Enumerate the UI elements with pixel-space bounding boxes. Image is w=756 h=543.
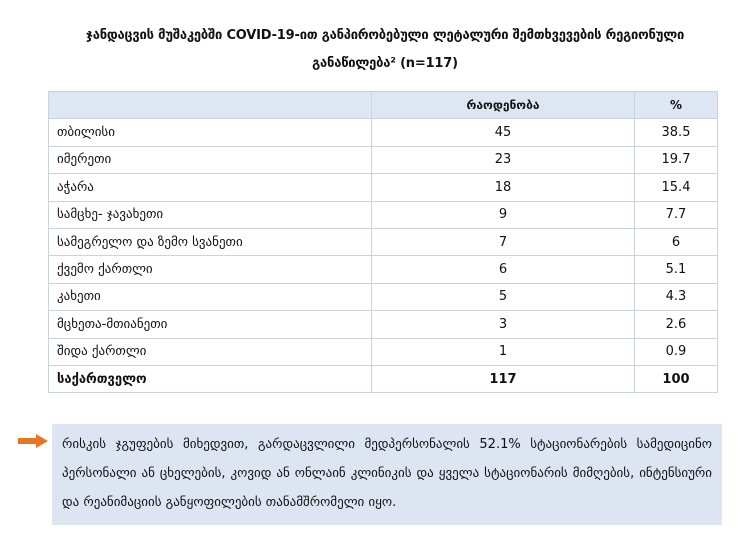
table-row [49,119,718,146]
table-row [49,174,718,201]
title-line-1: ჯანდაცვის მუშაკებში COVID-19-ით განპირობებული ლეტალური შემთხვევების რეგიონული [85,28,685,43]
table-row [49,283,718,310]
region-cell: იმერეთი [49,146,372,173]
risk-group-note: რისკის ჯგუფების მიხედვით, გარდაცვლილი მედპერსონალის 52.1% სტაციონარების სამედიცინო პერსონალი ან ცხელების, კოვიდ ან ონლაინ კლინიკის და ყველა სტაციონარის მიმღების, ინტენსიური და რეანიმაციის განყოფილების თანამშრომელი იყო. [52,424,722,525]
percent-cell: 15.4 [635,174,718,201]
document-title [50,22,720,78]
region-cell: კახეთი [49,283,372,310]
region-cell: თბილისი [49,119,372,146]
table-row [49,311,718,338]
header-region [49,92,372,119]
table-row [49,256,718,283]
percent-cell: 19.7 [635,146,718,173]
count-cell: 6 [372,256,635,283]
region-cell: შიდა ქართლი [49,338,372,365]
percent-cell: 7.7 [635,201,718,228]
header-percent: % [635,92,718,119]
region-cell: ქვემო ქართლი [49,256,372,283]
percent-cell: 6 [635,228,718,255]
total-region-cell: საქართველო [49,365,372,392]
total-percent-cell: 100 [635,365,718,392]
region-cell: სამეგრელო და ზემო სვანეთი [49,228,372,255]
count-cell: 1 [372,338,635,365]
table-row [49,146,718,173]
percent-cell: 5.1 [635,256,718,283]
count-cell: 9 [372,201,635,228]
percent-cell: 0.9 [635,338,718,365]
count-cell: 5 [372,283,635,310]
region-cell: სამცხე- ჯავახეთი [49,201,372,228]
region-cell: მცხეთა-მთიანეთი [49,311,372,338]
table-row [49,201,718,228]
table-header-row [49,92,718,119]
arrow-right-icon [18,434,48,448]
count-cell: 45 [372,119,635,146]
count-cell: 7 [372,228,635,255]
count-cell: 3 [372,311,635,338]
title-line-2: განაწილება² (n=117) [312,56,458,71]
table-row [49,228,718,255]
count-cell: 23 [372,146,635,173]
percent-cell: 2.6 [635,311,718,338]
percent-cell: 4.3 [635,283,718,310]
header-count: რაოდენობა [372,92,635,119]
total-row [49,365,718,392]
total-count-cell: 117 [372,365,635,392]
region-cell: აჭარა [49,174,372,201]
percent-cell: 38.5 [635,119,718,146]
table-row [49,338,718,365]
count-cell: 18 [372,174,635,201]
regional-distribution-table [48,91,718,393]
